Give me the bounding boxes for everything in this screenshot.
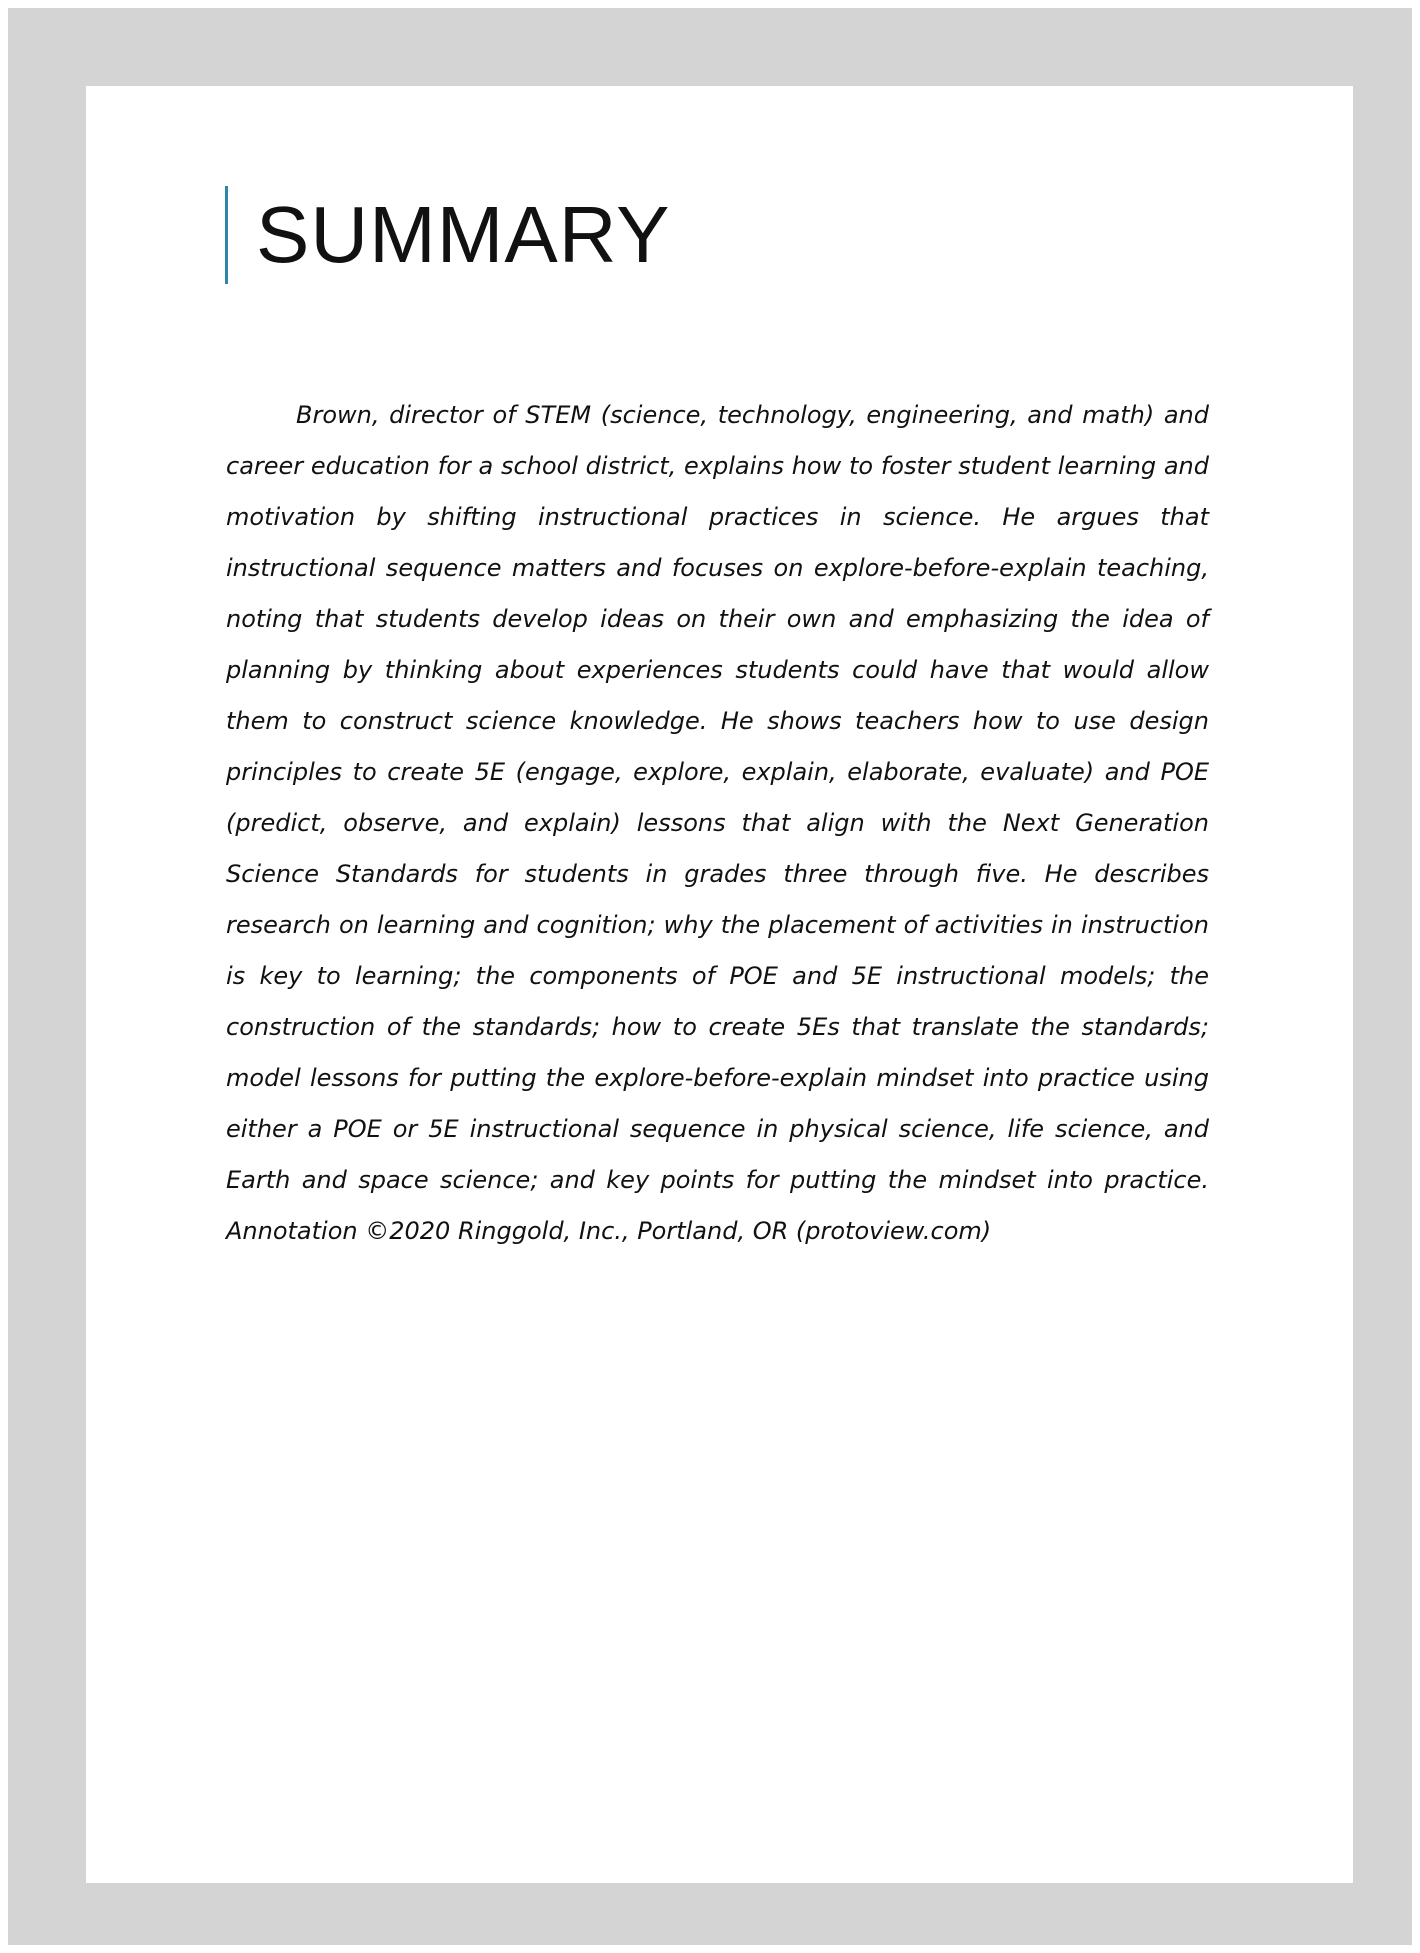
document-page: [86, 86, 1353, 1883]
title-accent-bar: [225, 186, 228, 284]
title-block: [225, 186, 670, 284]
summary-paragraph: Brown, director of STEM (science, technology, engineering, and math) and career education for a school district, explains how to foster student learning and motivation by shifting instructional practices in science. He argues that instructional sequence matters and focuses on explore-before-explain teaching, noting that students develop ideas on their own and emphasizing the idea of planning by thinking about experiences students could have that would allow them to construct science knowledge. He shows teachers how to use design principles to create 5E (engage, explore, explain, elaborate, evaluate) and POE (predict, observe, and explain) lessons that align with the Next Generation Science Standards for students in grades three through five. He describes research on learning and cognition; why the placement of activities in instruction is key to learning; the components of POE and 5E instructional models; the construction of the standards; how to create 5Es that translate the standards; model lessons for putting the explore-before-explain mindset into practice using either a POE or 5E instructional sequence in physical science, life science, and Earth and space science; and key points for putting the mindset into practice. Annotation ©2020 Ringgold, Inc., Portland, OR (protoview.com): [226, 401, 1209, 1245]
page-frame: [8, 8, 1412, 1945]
page-title: SUMMARY: [256, 190, 671, 279]
